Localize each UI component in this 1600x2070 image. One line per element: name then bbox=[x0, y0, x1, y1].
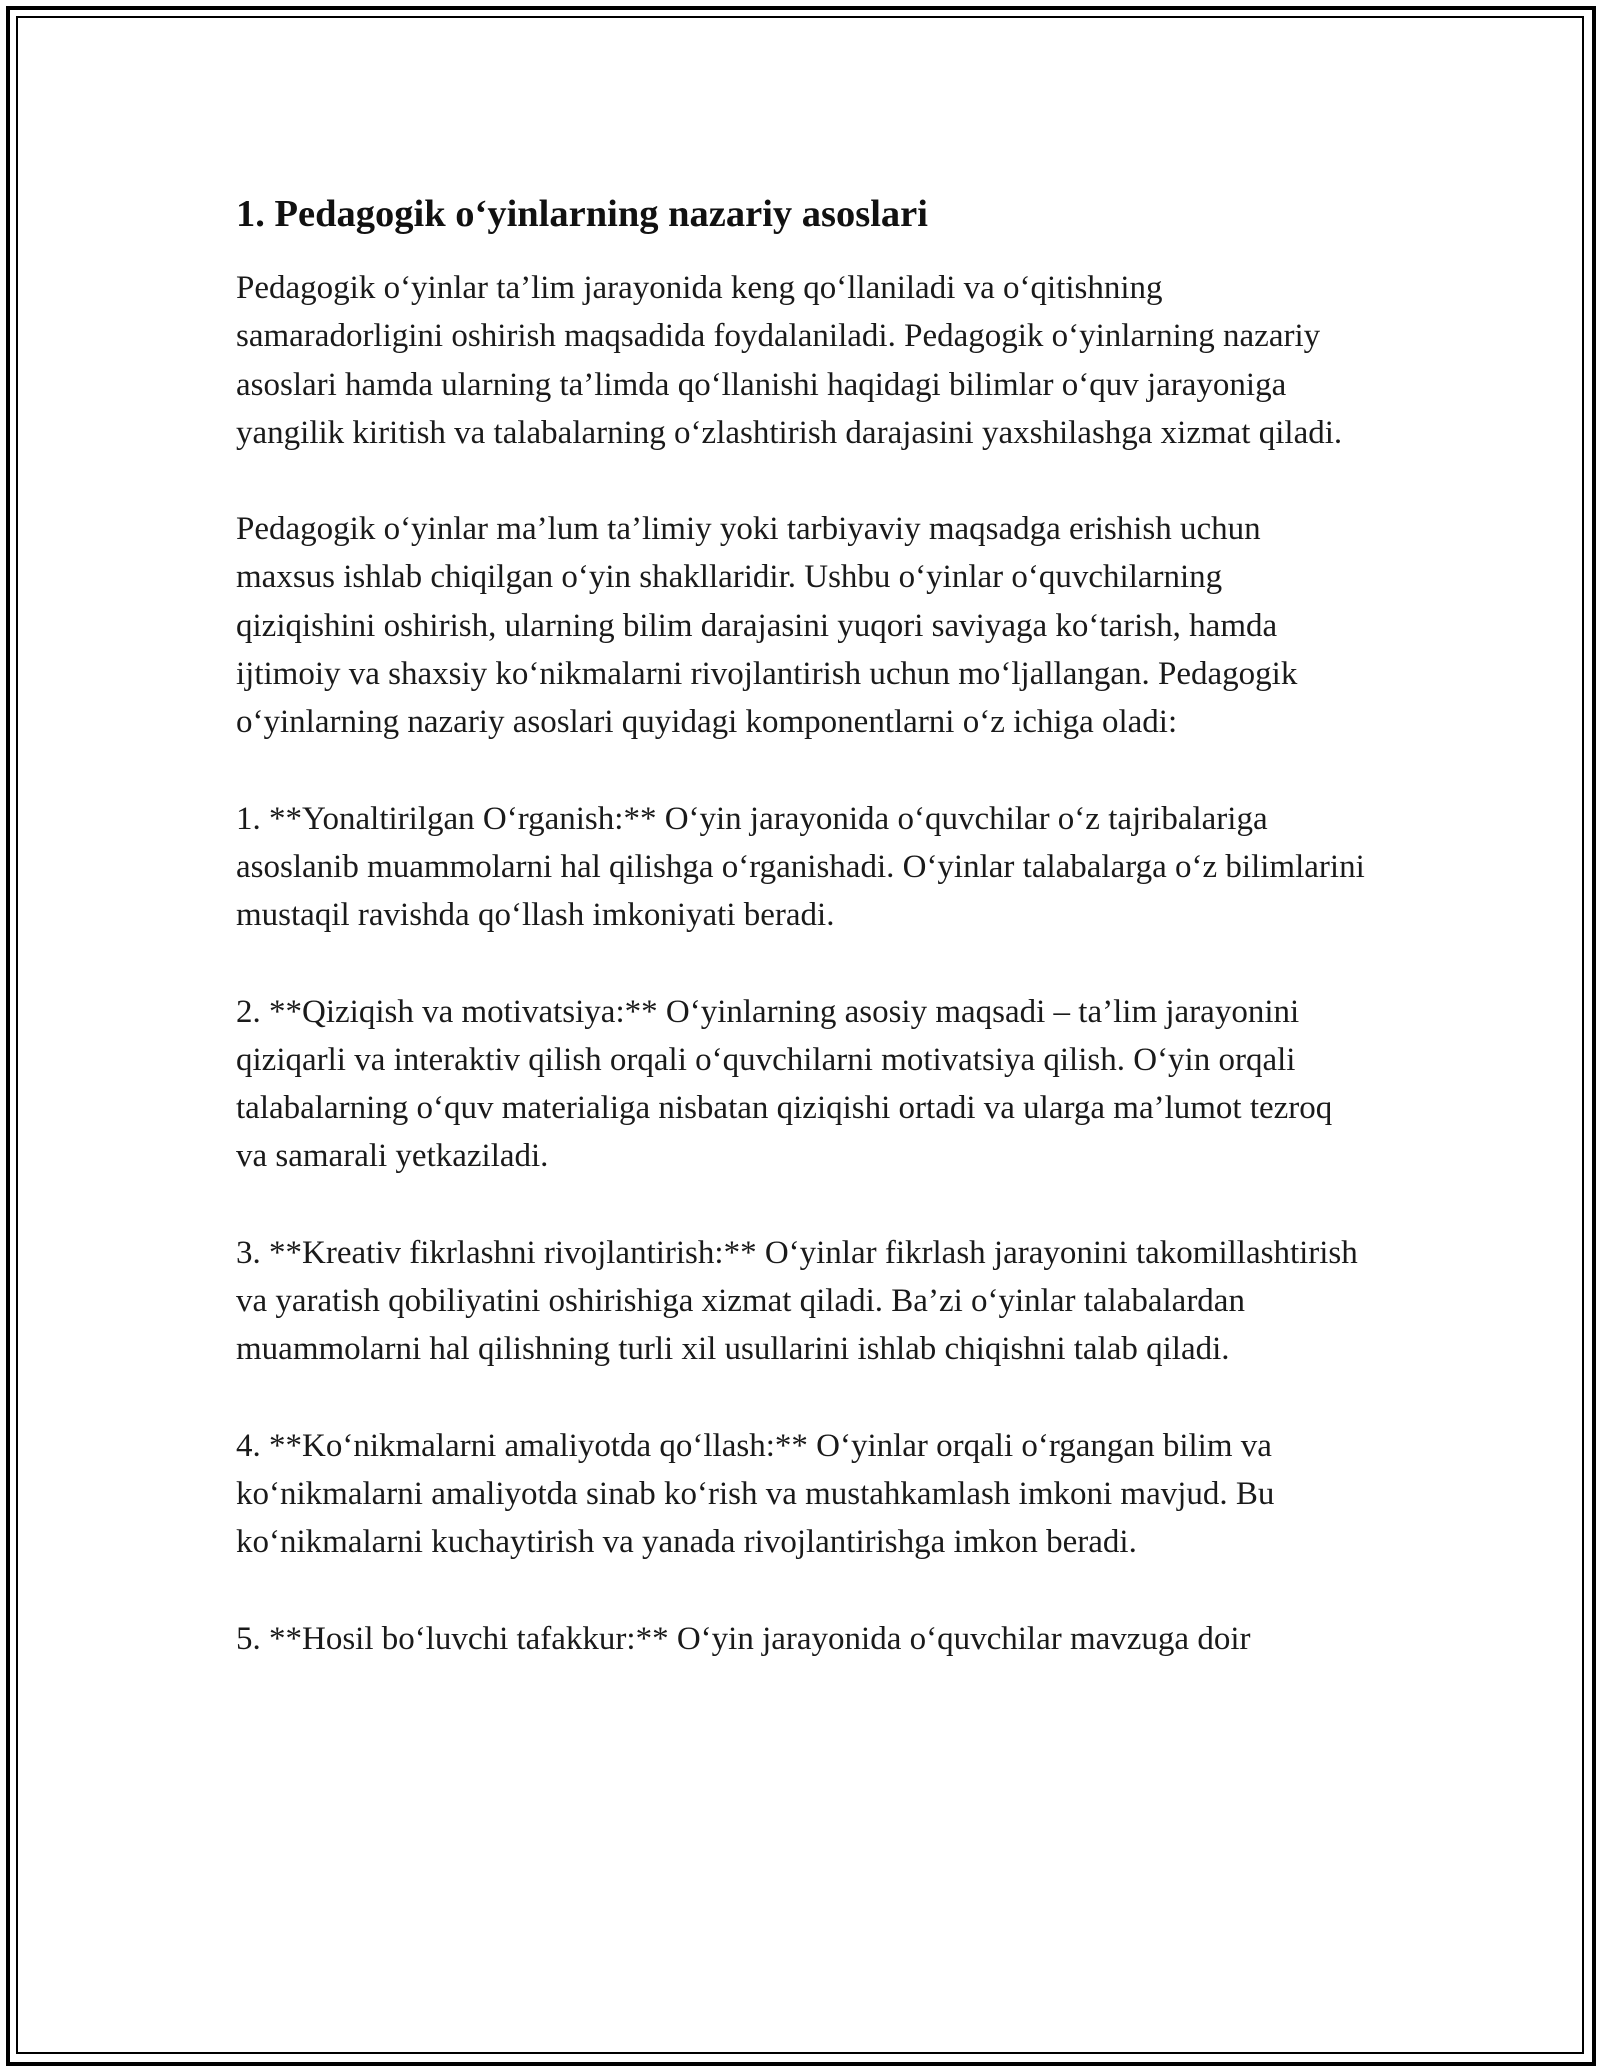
list-item-4: 4. **Ko‘nikmalarni amaliyotda qo‘llash:** O‘yinlar orqali o‘rgangan bilim va ko‘nikmalarni amaliyotda sinab ko‘rish va mustahkamlash imkoni mavjud. Bu ko‘nikmalarni kuchaytirish va yanada rivojlantirishga imkon beradi. bbox=[236, 1427, 1275, 1561]
paragraph-definition: Pedagogik o‘yinlar ma’lum ta’limiy yoki tarbiyaviy maqsadga erishish uchun maxsus ishlab chiqilgan o‘yin shakllaridir. Ushbu o‘yinlar o‘quvchilarning qiziqishini oshirish, ularning bilim darajasini yuqori saviyaga ko‘tarish, hamda ijtimoiy va shaxsiy ko‘nikmalarni rivojlantirish uchun mo‘ljallangan. Pedagogik o‘yinlarning nazariy asoslari quyidagi komponentlarni o‘z ichiga oladi: bbox=[236, 511, 1298, 741]
list-item-1: 1. **Yonaltirilgan O‘rganish:** O‘yin jarayonida o‘quvchilar o‘z tajribalariga asoslanib muammolarni hal qilishga o‘rganishadi. O‘yinlar talabalarga o‘z bilimlarini mustaqil ravishda qo‘llash imkoniyati beradi. bbox=[236, 800, 1365, 934]
list-item-2: 2. **Qiziqish va motivatsiya:** O‘yinlarning asosiy maqsadi – ta’lim jarayonini qiziqarli va interaktiv qilish orqali o‘quvchilarni motivatsiya qilish. O‘yin orqali talabalarning o‘quv materialiga nisbatan qiziqishi ortadi va ularga ma’lumot tezroq va samarali yetkaziladi. bbox=[236, 993, 1333, 1175]
paragraph-intro: Pedagogik o‘yinlar ta’lim jarayonida keng qo‘llaniladi va o‘qitishning samaradorligini oshirish maqsadida foydalaniladi. Pedagogik o‘yinlarning nazariy asoslari hamda ularning ta’limda qo‘llanishi haqidagi bilimlar o‘quv jarayoniga yangilik kiritish va talabalarning o‘zlashtirish darajasini yaxshilashga xizmat qiladi. bbox=[236, 270, 1343, 451]
list-item-3: 3. **Kreativ fikrlashni rivojlantirish:** O‘yinlar fikrlash jarayonini takomillashtirish va yaratish qobiliyatini oshirishiga xizmat qiladi. Ba’zi o‘yinlar talabalardan muammolarni hal qilishning turli xil usullarini ishlab chiqishni talab qiladi. bbox=[236, 1234, 1358, 1368]
list-item-5: 5. **Hosil bo‘luvchi tafakkur:** O‘yin jarayonida o‘quvchilar mavzuga doir bbox=[236, 1620, 1251, 1657]
document-body bbox=[236, 190, 1366, 1663]
section-heading: 1. Pedagogik o‘yinlarning nazariy asoslari bbox=[236, 193, 928, 235]
